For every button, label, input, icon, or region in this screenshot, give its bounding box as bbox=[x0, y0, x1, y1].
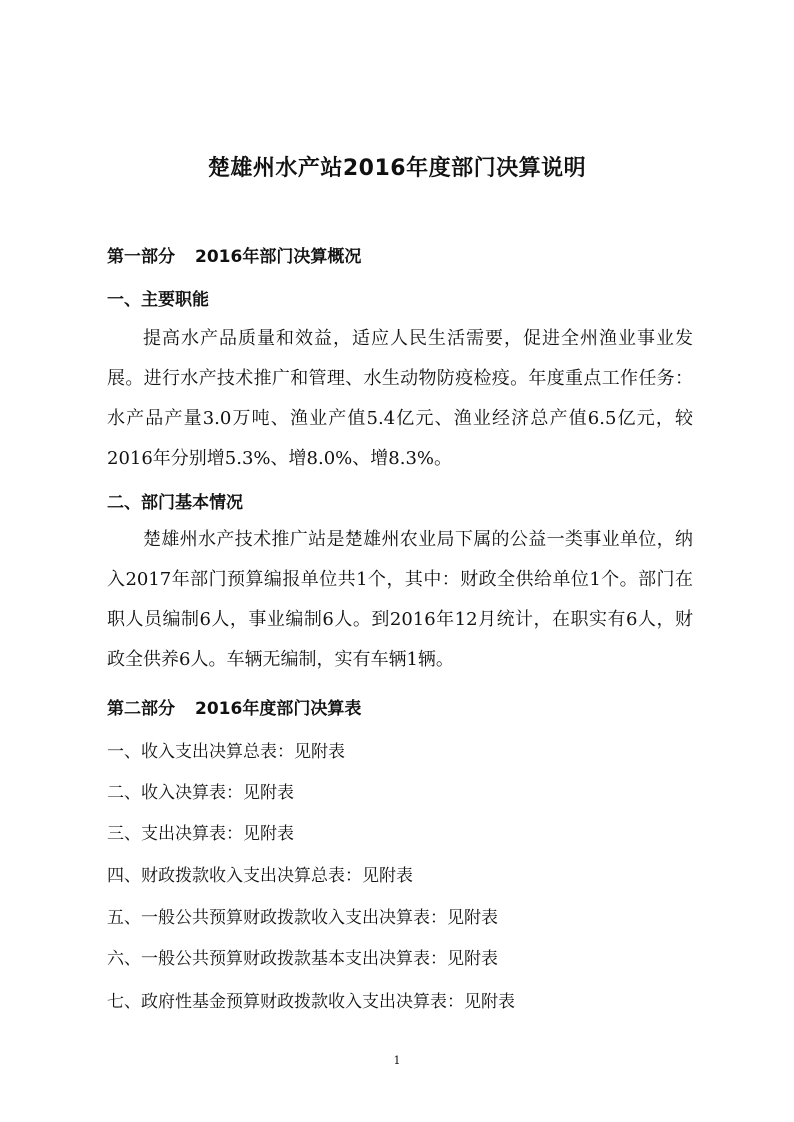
list-item: 七、政府性基金预算财政拨款收入支出决算表：见附表 bbox=[107, 992, 515, 1012]
part1-heading-label: 第一部分 bbox=[107, 247, 175, 267]
list-item: 五、一般公共预算财政拨款收入支出决算表：见附表 bbox=[107, 908, 498, 928]
part2-heading bbox=[107, 694, 361, 719]
basic-info-paragraph: 楚雄州水产技术推广站是楚雄州农业局下属的公益一类事业单位，纳入2017年部门预算编报单位共1个，其中：财政全供给单位1个。部门在职人员编制6人，事业编制6人。到2016年12月统计，在职实有6人，财政全供养6人。车辆无编制，实有车辆1辆。 bbox=[107, 529, 693, 670]
page-number: 1 bbox=[393, 1054, 401, 1067]
main-functions-paragraph: 提高水产品质量和效益，适应人民生活需要，促进全州渔业事业发展。进行水产技术推广和管理、水生动物防疫检疫。年度重点工作任务：水产品产量3.0万吨、渔业产值5.4亿元、渔业经济总产值6.5亿元，较2016年分别增5.3%、增8.0%、增8.3%。 bbox=[107, 328, 693, 469]
list-item: 三、支出决算表：见附表 bbox=[107, 824, 294, 844]
part2-heading-label: 第二部分 bbox=[107, 699, 175, 719]
list-item: 一、收入支出决算总表：见附表 bbox=[107, 742, 345, 762]
part2-heading-text: 2016年度部门决算表 bbox=[195, 699, 362, 719]
section-main-functions-heading: 一、主要职能 bbox=[107, 290, 209, 310]
document-title: 楚雄州水产站2016年度部门决算说明 bbox=[207, 156, 587, 181]
list-item: 四、财政拨款收入支出决算总表：见附表 bbox=[107, 866, 413, 886]
section-basic-info-heading: 二、部门基本情况 bbox=[107, 493, 243, 513]
part1-heading-text: 2016年部门决算概况 bbox=[195, 247, 362, 267]
list-item: 六、一般公共预算财政拨款基本支出决算表：见附表 bbox=[107, 949, 498, 969]
part1-heading bbox=[107, 242, 361, 267]
list-item: 二、收入决算表：见附表 bbox=[107, 783, 294, 803]
